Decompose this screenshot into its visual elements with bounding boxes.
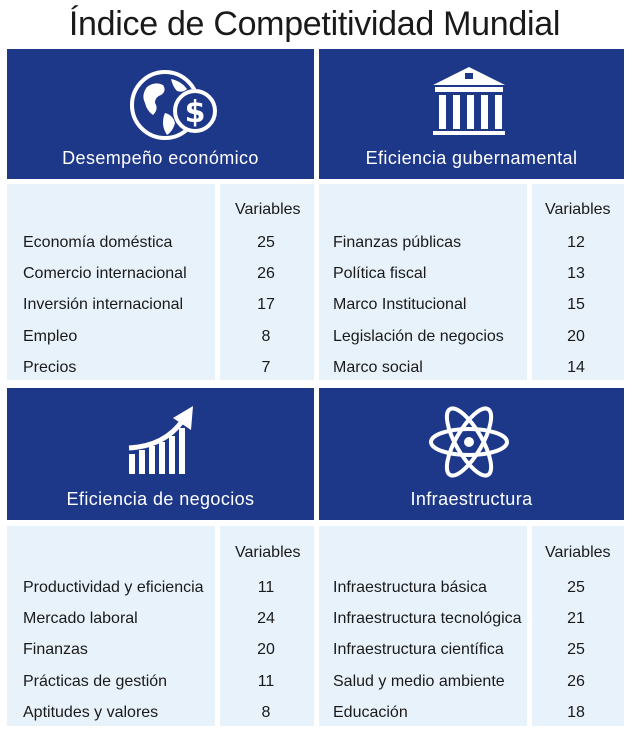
row-label: Inversión internacional: [23, 296, 184, 313]
row-label: Prácticas de gestión: [23, 673, 168, 690]
variables-column-header: Variables: [545, 201, 611, 218]
growth-chart-icon: [125, 402, 205, 478]
row-label: Educación: [333, 704, 408, 721]
row-value: 25: [257, 234, 275, 251]
variables-column-header: Variables: [545, 544, 611, 561]
section-header-government-efficiency: [319, 49, 624, 179]
row-value: 8: [261, 328, 271, 345]
section-header-infrastructure: [319, 388, 624, 520]
svg-text:$: $: [184, 95, 206, 130]
section-header-economic-performance: [7, 49, 314, 179]
row-label: Precios: [23, 359, 77, 376]
row-value: 26: [567, 673, 585, 690]
row-value: 18: [567, 704, 585, 721]
row-value: 20: [257, 641, 275, 658]
row-label: Infraestructura básica: [333, 579, 487, 596]
row-label: Finanzas: [23, 641, 88, 658]
row-value: 11: [257, 673, 275, 690]
section-header-business-efficiency: [7, 388, 314, 520]
variables-column-header: Variables: [235, 544, 301, 561]
row-label: Aptitudes y valores: [23, 704, 159, 721]
section-title: Infraestructura: [410, 489, 533, 509]
row-label: Marco Institucional: [333, 296, 467, 313]
row-label: Finanzas públicas: [333, 234, 462, 251]
row-label: Salud y medio ambiente: [333, 673, 505, 690]
globe-dollar-icon: [125, 65, 225, 145]
row-value: 7: [261, 359, 271, 376]
row-value: 24: [257, 610, 275, 627]
section-title: Eficiencia de negocios: [66, 489, 255, 509]
row-label: Infraestructura científica: [333, 641, 504, 658]
row-label: Política fiscal: [333, 265, 427, 282]
variables-column-header: Variables: [235, 201, 301, 218]
row-label: Mercado laboral: [23, 610, 138, 627]
page-title: Índice de Competitividad Mundial: [68, 5, 561, 43]
government-building-icon: [419, 63, 519, 143]
row-value: 25: [567, 579, 585, 596]
row-label: Productividad y eficiencia: [23, 579, 204, 596]
row-value: 26: [257, 265, 275, 282]
row-label: Economía doméstica: [23, 234, 173, 251]
row-value: 25: [567, 641, 585, 658]
section-title: Eficiencia gubernamental: [365, 148, 578, 168]
row-value: 17: [257, 296, 275, 313]
row-value: 13: [567, 265, 585, 282]
row-label: Empleo: [23, 328, 78, 345]
section-title: Desempeño económico: [62, 148, 259, 168]
row-value: 14: [567, 359, 585, 376]
row-value: 20: [567, 328, 585, 345]
row-value: 8: [261, 704, 271, 721]
row-label: Legislación de negocios: [333, 328, 504, 345]
row-label: Comercio internacional: [23, 265, 187, 282]
atom-icon: [419, 402, 519, 482]
row-value: 11: [257, 579, 275, 596]
row-value: 21: [567, 610, 585, 627]
row-value: 12: [567, 234, 585, 251]
row-label: Marco social: [333, 359, 423, 376]
row-label: Infraestructura tecnológica: [333, 610, 522, 627]
row-value: 15: [567, 296, 585, 313]
